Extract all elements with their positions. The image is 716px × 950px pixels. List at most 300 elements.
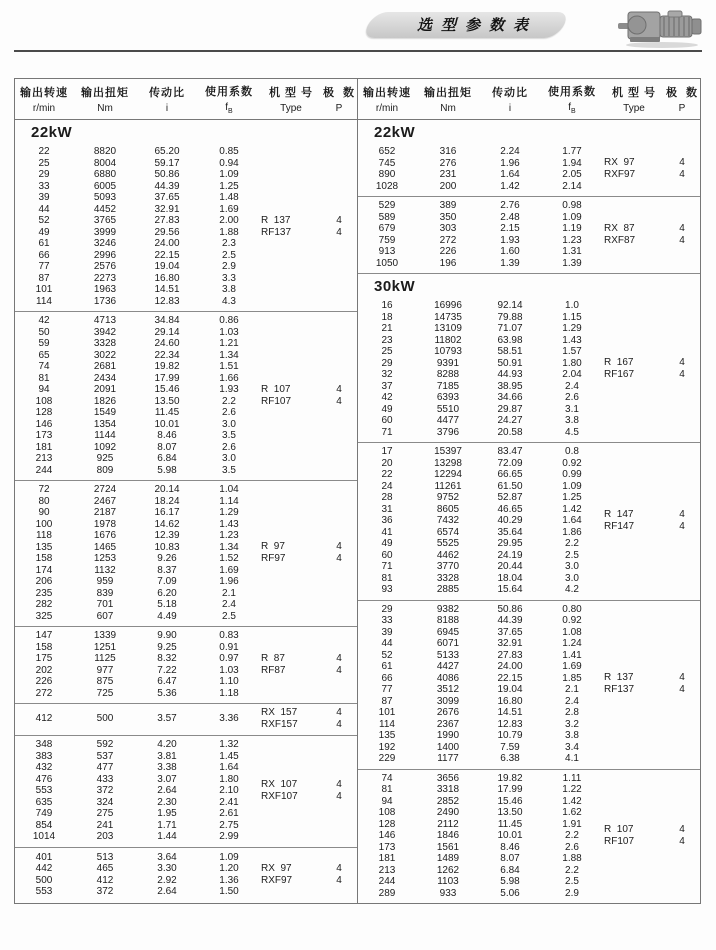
data-row [15,852,261,864]
cell-output-speed: 114 [36,295,52,307]
cell-output-torque: 2273 [93,272,117,284]
cell-output-speed: 20 [381,457,393,469]
column-header-torque [73,84,137,114]
cell-output-speed: 22 [38,146,50,157]
model-row [261,227,357,239]
unit-subscript: B [571,108,576,115]
data-row [358,696,604,708]
column-unit: Type [280,103,302,114]
cell-output-torque: 959 [96,576,114,587]
cell-output-torque: 925 [96,453,114,464]
ratio-block [358,297,700,443]
cell-output-speed: 476 [35,773,53,785]
data-row [358,742,604,754]
data-row [358,369,604,381]
cell-output-speed: 635 [35,796,53,808]
cell-output-speed: 61 [381,661,393,672]
model-column [604,773,700,900]
cell-ratio: 20.14 [154,484,180,495]
cell-service-factor: 2.5 [565,876,579,887]
cell-service-factor: 2.04 [562,369,582,380]
data-row [15,630,261,642]
data-row [358,469,604,481]
data-row [15,831,261,843]
cell-output-torque: 1990 [436,730,460,741]
cell-service-factor: 4.5 [565,426,579,438]
cell-output-torque: 1177 [437,753,459,764]
data-row [358,796,604,808]
model-row [261,665,357,677]
cell-output-torque: 303 [439,223,457,234]
cell-output-torque: 6071 [436,638,460,649]
cell-ratio: 79.88 [497,311,523,323]
cell-ratio: 38.95 [497,380,523,392]
cell-model-type: R 137 [604,672,634,683]
cell-service-factor: 4.2 [565,584,579,595]
cell-model-type: RXF97 [261,874,293,886]
cell-output-torque: 1132 [94,564,116,576]
column-label: 传动比 [149,87,185,99]
cell-ratio: 29.95 [497,538,523,549]
cell-output-speed: 244 [378,876,396,887]
data-row [358,492,604,504]
model-column [604,604,700,765]
column-header-ratio [137,84,197,114]
model-row [261,719,357,731]
column-label: 使用系数 [548,86,596,98]
cell-ratio: 2.24 [500,146,520,157]
cell-service-factor: 2.4 [565,695,579,707]
cell-ratio: 19.82 [154,361,180,372]
data-row [358,169,604,181]
data-row [15,327,261,339]
cell-ratio: 10.01 [497,830,523,841]
cell-model-type: RX 97 [261,862,292,874]
cell-service-factor: 2.2 [565,538,579,549]
cell-output-speed: 206 [35,576,53,587]
cell-output-speed: 854 [35,819,53,831]
data-row [15,519,261,531]
cell-output-torque: 1125 [94,653,116,664]
cell-output-torque: 1400 [436,741,460,753]
model-row [604,672,700,684]
data-row [15,361,261,373]
column-unit [225,102,232,115]
cell-pole-count: 4 [679,369,685,380]
cell-service-factor: 1.09 [219,851,239,863]
column-unit: P [678,103,686,114]
cell-output-torque: 6880 [93,169,117,180]
cell-ratio: 14.62 [154,518,180,530]
cell-output-speed: 52 [381,649,393,661]
cell-ratio: 29.14 [154,326,180,338]
cell-output-torque: 200 [439,180,457,192]
cell-output-torque: 2996 [93,249,117,261]
cell-service-factor: 0.85 [219,146,239,157]
data-row [15,875,261,887]
data-row [358,381,604,393]
cell-pole-count: 4 [336,790,342,802]
column-header-row [15,79,357,120]
data-row [358,550,604,562]
cell-output-torque: 3942 [93,326,117,338]
cell-service-factor: 3.8 [222,284,236,295]
cell-ratio: 7.59 [500,741,520,753]
cell-service-factor: 1.0 [565,300,579,311]
cell-ratio: 24.00 [497,661,523,672]
cell-output-speed: 890 [378,169,396,180]
cell-output-speed: 49 [38,226,50,238]
cell-output-torque: 6945 [436,626,460,638]
cell-model-type: R 97 [261,541,285,552]
cell-output-speed: 128 [378,818,396,830]
parameter-tables [14,78,702,904]
cell-service-factor: 2.1 [222,587,236,599]
cell-service-factor: 0.86 [219,315,239,326]
power-section-title: 22kW [31,124,73,141]
cell-output-speed: 50 [38,326,50,338]
cell-output-torque: 1092 [93,441,117,453]
cell-ratio: 16.17 [154,507,180,518]
cell-output-torque: 477 [96,762,114,773]
model-row [604,169,700,181]
cell-service-factor: 1.96 [219,576,239,587]
cell-output-torque: 5510 [436,403,460,415]
cell-output-torque: 3328 [436,572,460,584]
data-row [15,785,261,797]
cell-ratio: 8.37 [157,564,177,576]
cell-ratio: 11.45 [497,818,523,830]
data-row [15,863,261,875]
cell-service-factor: 2.00 [219,215,239,226]
column-unit: r/min [375,103,399,114]
model-column [261,315,357,476]
cell-ratio: 3.64 [157,851,177,863]
cell-output-speed: 146 [35,418,53,430]
data-row [358,773,604,785]
model-row [604,509,700,521]
cell-output-speed: 213 [35,453,53,464]
header-divider [14,50,702,52]
cell-ratio: 22.34 [154,349,180,361]
cell-output-torque: 1826 [93,395,117,407]
cell-service-factor: 1.20 [219,863,239,875]
data-row [15,296,261,308]
ratio-block [358,601,700,770]
cell-output-torque: 226 [439,246,457,257]
model-row [604,235,700,247]
cell-service-factor: 2.3 [222,238,236,249]
cell-ratio: 3.81 [157,750,177,762]
cell-ratio: 27.83 [497,649,523,661]
cell-service-factor: 2.75 [219,819,239,831]
cell-output-speed: 745 [378,157,396,169]
data-row [15,250,261,262]
cell-ratio: 8.32 [157,653,177,664]
cell-ratio: 5.98 [500,876,520,887]
cell-service-factor: 1.64 [219,762,239,773]
cell-output-torque: 809 [96,464,114,476]
cell-output-speed: 44 [38,203,50,215]
cell-output-speed: 18 [381,311,393,323]
cell-pole-count: 4 [336,874,342,886]
data-row [358,181,604,193]
cell-ratio: 9.25 [157,641,177,653]
cell-pole-count: 4 [336,664,342,676]
data-row [358,650,604,662]
data-row [15,739,261,751]
cell-output-torque: 2091 [93,384,117,395]
cell-ratio: 13.50 [497,807,523,818]
cell-output-speed: 244 [35,464,53,476]
data-row [358,661,604,673]
cell-ratio: 4.20 [157,739,177,750]
cell-output-speed: 44 [381,638,393,649]
cell-service-factor: 2.2 [222,395,236,407]
cell-output-torque: 3770 [436,561,460,572]
cell-pole-count: 4 [336,395,342,407]
data-row [358,584,604,596]
cell-output-torque: 10793 [434,346,462,357]
column-header-speed [358,84,416,114]
cell-output-speed: 226 [35,676,53,687]
cell-service-factor: 1.64 [562,515,582,526]
cell-ratio: 1.93 [500,234,520,246]
cell-pole-count: 4 [336,652,342,664]
cell-output-torque: 1963 [93,284,117,295]
cell-ratio: 1.95 [157,808,177,819]
data-row [358,200,604,212]
data-row [358,258,604,270]
cell-output-torque: 350 [439,211,457,223]
cell-service-factor: 2.6 [222,441,236,453]
cell-ratio: 1.44 [157,831,177,842]
table-body [358,120,700,903]
cell-model-type: RF107 [604,835,635,847]
data-row [358,158,604,170]
cell-ratio: 29.56 [154,226,180,238]
cell-service-factor: 2.14 [562,180,582,192]
cell-ratio: 3.57 [157,713,177,725]
cell-ratio: 15.46 [154,384,180,395]
cell-ratio: 5.18 [157,599,177,610]
cell-ratio: 1.64 [500,169,520,180]
cell-output-speed: 94 [38,384,50,395]
cell-pole-count: 4 [679,357,685,368]
cell-ratio: 17.99 [497,784,523,795]
data-row [358,730,604,742]
cell-output-torque: 16996 [434,300,462,311]
cell-output-torque: 196 [439,257,457,269]
cell-service-factor: 3.8 [565,415,579,426]
cell-service-factor: 1.03 [219,664,239,676]
cell-output-speed: 202 [35,664,53,676]
cell-output-speed: 553 [35,886,53,898]
cell-output-torque: 500 [96,713,114,725]
data-row [358,346,604,358]
cell-service-factor: 3.2 [565,718,579,730]
data-row [358,223,604,235]
cell-ratio: 20.44 [497,561,523,572]
cell-output-torque: 3246 [93,238,117,249]
cell-ratio: 44.39 [154,180,180,192]
cell-ratio: 8.46 [157,430,177,441]
data-rows [358,446,604,596]
cell-output-speed: 128 [35,407,53,418]
cell-service-factor: 1.91 [562,818,582,830]
cell-output-torque: 372 [96,886,114,898]
cell-ratio: 9.90 [157,630,177,641]
cell-model-type: R 87 [261,652,285,664]
cell-output-torque: 1103 [437,876,459,887]
cell-output-speed: 401 [35,851,53,863]
cell-output-speed: 52 [38,215,50,226]
cell-output-speed: 23 [381,334,393,346]
cell-ratio: 10.01 [154,418,180,430]
cell-ratio: 34.66 [497,392,523,403]
cell-output-speed: 81 [38,372,50,384]
cell-service-factor: 1.51 [219,361,239,372]
model-row [604,684,700,696]
cell-output-torque: 607 [96,610,114,622]
cell-ratio: 14.51 [154,284,180,295]
cell-output-torque: 6574 [436,526,460,538]
cell-ratio: 44.93 [497,369,523,380]
cell-ratio: 34.84 [154,315,180,326]
cell-pole-count: 4 [679,684,685,695]
data-row [15,751,261,763]
cell-service-factor: 2.6 [222,407,236,418]
cell-service-factor: 1.50 [219,886,239,898]
cell-output-speed: 101 [35,284,53,295]
cell-pole-count: 4 [336,778,342,790]
cell-output-torque: 9382 [436,603,460,615]
ratio-block [15,627,357,704]
cell-output-speed: 39 [381,626,393,638]
cell-output-speed: 33 [381,615,393,626]
cell-output-speed: 114 [379,718,395,730]
cell-service-factor: 4.1 [565,753,579,764]
cell-model-type: RX 87 [604,222,635,234]
cell-ratio: 4.49 [157,610,177,622]
unit-subscript: B [228,108,233,115]
model-row [261,215,357,227]
cell-pole-count: 4 [679,672,685,683]
column-header-type [261,84,321,114]
data-rows [15,739,261,843]
data-row [358,830,604,842]
data-row [15,338,261,350]
ratio-block [15,736,357,848]
cell-service-factor: 1.34 [219,349,239,361]
model-row [604,223,700,235]
cell-model-type: RXF97 [604,169,636,180]
cell-output-torque: 8288 [436,369,460,380]
cell-output-torque: 1354 [93,418,117,430]
data-row [358,246,604,258]
cell-output-torque: 6005 [93,180,117,192]
cell-output-torque: 15397 [434,446,462,457]
cell-output-torque: 8004 [93,157,117,169]
cell-output-speed: 108 [378,807,396,818]
cell-pole-count: 4 [336,226,342,238]
data-row [358,300,604,312]
cell-output-torque: 2467 [93,495,117,507]
cell-output-speed: 181 [378,853,396,864]
cell-service-factor: 1.22 [562,784,582,795]
data-rows [358,604,604,765]
cell-service-factor: 1.29 [219,507,239,518]
cell-service-factor: 0.94 [219,157,239,169]
ratio-block [15,143,357,312]
cell-ratio: 14.51 [497,707,523,718]
cell-output-torque: 1144 [94,430,116,441]
data-row [358,404,604,416]
cell-output-speed: 41 [381,526,393,538]
cell-output-torque: 4713 [93,315,117,326]
cell-output-speed: 25 [381,346,393,357]
cell-ratio: 8.07 [157,441,177,453]
cell-output-speed: 289 [378,887,396,899]
cell-ratio: 92.14 [497,300,523,311]
power-section-title: 30kW [374,278,416,295]
cell-output-torque: 4427 [436,661,460,672]
data-row [358,427,604,439]
cell-service-factor: 4.3 [222,295,236,307]
column-unit: P [335,103,343,114]
cell-output-speed: 442 [35,863,53,875]
cell-ratio: 66.65 [497,469,523,480]
cell-output-torque: 592 [96,739,114,750]
cell-output-speed: 913 [378,246,396,257]
cell-output-speed: 529 [378,200,396,211]
cell-output-torque: 433 [96,773,114,785]
cell-ratio: 1.71 [157,819,177,831]
cell-output-speed: 93 [381,584,393,595]
cell-service-factor: 1.66 [219,372,239,384]
data-row [358,527,604,539]
data-rows [358,200,604,269]
cell-ratio: 24.00 [154,238,180,249]
cell-output-speed: 282 [35,599,53,610]
cell-service-factor: 3.0 [222,453,236,464]
column-label: 输出扭矩 [81,87,129,99]
cell-output-speed: 158 [35,641,53,653]
data-row [358,604,604,616]
cell-output-speed: 42 [38,315,50,326]
data-row [358,458,604,470]
data-rows [15,484,261,622]
cell-output-speed: 49 [381,538,393,549]
cell-output-speed: 31 [381,503,393,515]
data-row [15,158,261,170]
cell-output-torque: 2576 [93,261,117,272]
model-row [604,157,700,169]
cell-service-factor: 0.99 [562,469,582,480]
cell-output-speed: 21 [381,323,393,334]
cell-output-speed: 135 [35,541,53,553]
data-row [15,238,261,250]
model-row [261,863,357,875]
cell-ratio: 2.92 [157,874,177,886]
model-row [261,791,357,803]
data-row [15,688,261,700]
column-header-poles [321,84,357,114]
cell-output-speed: 759 [378,234,396,246]
ratio-block [15,481,357,627]
cell-output-speed: 25 [38,157,50,169]
cell-service-factor: 0.91 [219,641,239,653]
